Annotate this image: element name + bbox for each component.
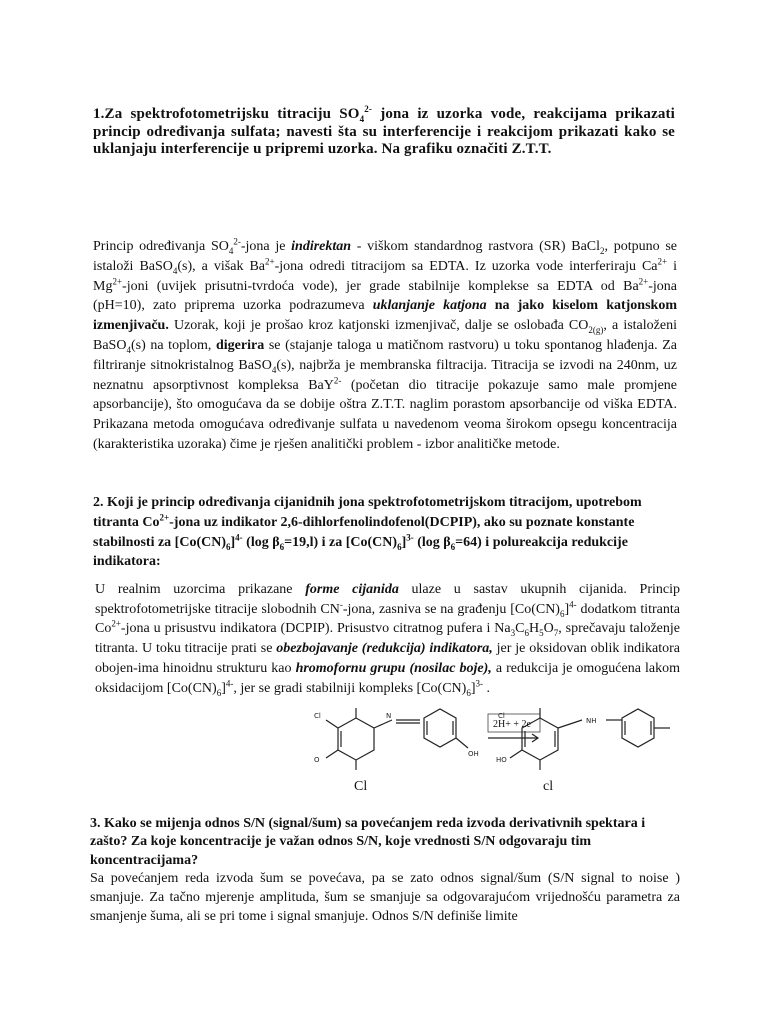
cl-atom-left: Cl: [314, 712, 321, 720]
reagent-label: 2H+ + 2e: [493, 719, 531, 730]
answer-3-paragraph: Sa povećanjem reda izvoda šum se povećava, pa se zato odnos signal/šum (S/N signal to noise ) smanjuje. Za tačno mjerenje amplituda, šum se smanjuje sa odgovarajućom vrijednošću parametra za smanjenje šuma, ali se pri tome i signal smanjuje. Odnos S/N definiše limite: [90, 871, 680, 925]
label-left-structure: Cl: [354, 779, 368, 794]
question-2: 2. Koji je princip određivanja cijanidnih jona spektrofotometrijskom titracijom, upotrebom titranta $Co^{2+}$-jona uz indikator 2,6-dihlorfenolindofenol(DCPIP), ako su poznate konstante stabilnosti za $[Co(CN)_6]^{4-}$ (log $\beta_6=19,l$) i za $[Co(CN)_6]^{3-}$ (log $\beta_6=64$) i polureakcija redukcije indikatora:: [93, 495, 642, 570]
answer-1-paragraph: Princip određivanja $SO_4^{2-}$-jona je indirektan - viškom standardnog rastvora (SR) BaCl$_2$, potpuno se istaloži BaSO$_4$(s), a višak $Ba^{2+}$-jona odredi titracijom sa EDTA. Iz uzorka vode interferiraju $Ca^{2+}$ i $Mg^{2+}$-joni (uvijek prisutni-tvrdoća vode), jer grade stabilnije komplekse sa EDTA od $Ba^{2+}$-jona (pH=10), zato priprema uzorka podrazumeva uklanjanje katjona na jako kiselom katjonskom izmenjivaču. Uzorak, koji je prošao kroz katjonski izmenjivač, dalje se oslobađa $CO_{2(g)}$, a istaloženi BaSO$_4$(s) na toplom, digerira se (stajanje taloga u matičnom rastvoru) u toku spontanog hlađenja. Za filtriranje sitnokristalnog BaSO$_4$(s), najbrža je membranska filtracija. Titracija se izvodi na 240nm, uz neznatnu apsorptivnost kompleksa BaY$^{2-}$ (početan dio titracije pokazuje samo male promjene apsorbancije), što omogućava da se dobije oštra Z.T.T. naglim porastom apsorbancije od viška EDTA. Prikazana metoda omogućava određivanje sulfata u navedenom veoma širokom opsegu koncentracija (karakteristika uzoraka) čime je rješen analitički problem - izbor analitičke metode.: [93, 236, 678, 452]
nh-atom: NH: [586, 717, 597, 725]
quinoid-ring: [338, 718, 374, 760]
cl-atom-right: Cl: [498, 712, 505, 720]
left-phenyl-ring: [424, 709, 456, 747]
answer-2-paragraph: U realnim uzorcima prikazane forme cijanida ulaze u sastav ukupnih cijanida. Princip spektrofotometrijske titracije slobodnih CN--jona, zasniva se na građenju $[Co(CN)_6]^{4-}$ dodatkom titranta $Co^{2+}$-jona u prisustvu indikatora (DCPIP). Prisustvo citratnog pufera i $Na_3C_6H_5O_7$, sprečavaju taloženje titranta. U toku titracije prati se obezbojavanje (redukcija) indikatora, jer je oksidovan oblik indikatora obojen-ima hinoidnu strukturu kao hromofornu grupu (nosilac boje), a redukcija je omogućena lakom oksidacijom $[Co(CN)_6]^{4-}$, jer se gradi stabilniji kompleks $[Co(CN)_6]^{3-}$ .: [95, 582, 681, 698]
o-atom: O: [314, 756, 320, 764]
question-1: 1.Za spektrofotometrijsku titraciju $SO_4^{2-}$ jona iz uzorka vode, reakcijama prikazati princip određivanja sulfata; navesti šta su interferencije i reakcijom prikazati kako se uklanjaju interferencije u pripremi uzorka. Na grafiku označiti Z.T.T.: [93, 104, 675, 157]
label-right-structure: cl: [543, 779, 554, 794]
right-phenyl-ring: [622, 709, 654, 747]
ho-atom: HO: [496, 756, 507, 764]
oh-atom: OH: [468, 750, 479, 758]
question-3: 3. Kako se mijenja odnos S/N (signal/šum) sa povećanjem reda izvoda derivativnih spektara i zašto? Za koje koncentracije je važan odnos S/N, koje vrednosti S/N odgovaraju tim koncentracijama?: [90, 816, 646, 868]
n-atom: N: [386, 712, 392, 720]
